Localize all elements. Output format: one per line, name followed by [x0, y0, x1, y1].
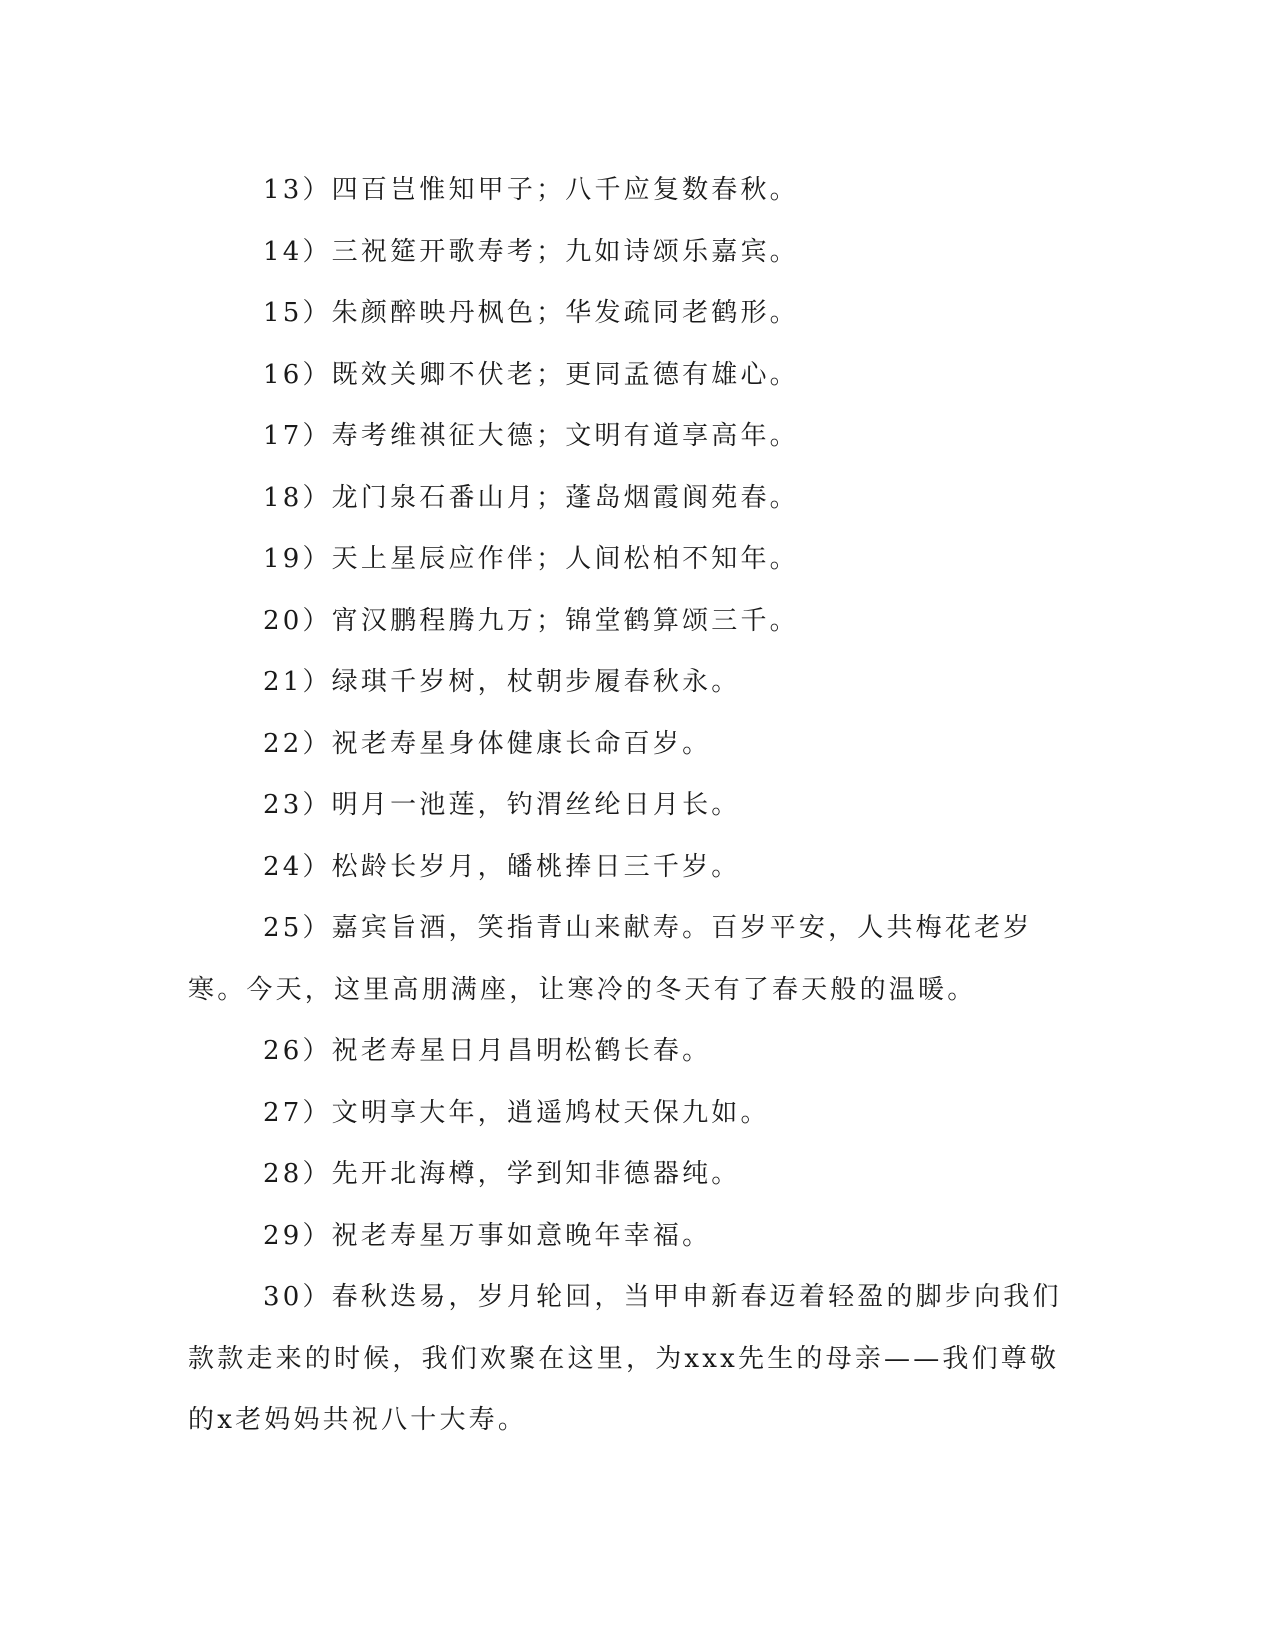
paragraph-23: 23）明月一池莲，钓渭丝纶日月长。: [263, 790, 741, 820]
paragraph-22: 22）祝老寿星身体健康长命百岁。: [263, 728, 712, 759]
paragraph-14: 14）三祝筵开歌寿考；九如诗颂乐嘉宾。: [263, 236, 799, 267]
paragraph-15: 15）朱颜醉映丹枫色；华发疏同老鹤形。: [263, 298, 799, 328]
paragraph-30: 30）春秋迭易，岁月轮回，当甲申新春迈着轻盈的脚步向我们款款走来的时候，我们欢聚在这里，为xxx先生的母亲——我们尊敬的x老妈妈共祝八十大寿。: [188, 1282, 1062, 1435]
paragraph-28: 28）先开北海樽，学到知非德器纯。: [263, 1159, 741, 1189]
document-body: [188, 160, 1078, 1452]
paragraph-17: 17）寿考维祺征大德；文明有道享高年。: [263, 421, 799, 451]
paragraph-24: 24）松龄长岁月，皤桃捧日三千岁。: [263, 851, 741, 882]
paragraph-19: 19）天上星辰应作伴；人间松柏不知年。: [263, 544, 799, 574]
paragraph-13: 13）四百岂惟知甲子；八千应复数春秋。: [263, 175, 799, 205]
paragraph-25: 25）嘉宾旨酒，笑指青山来献寿。百岁平安，人共梅花老岁寒。今天，这里高朋满座，让寒冷的冬天有了春天般的温暖。: [188, 913, 1033, 1005]
paragraph-18: 18）龙门泉石番山月；蓬岛烟霞阆苑春。: [263, 482, 799, 513]
paragraph-27: 27）文明享大年，逍遥鸠杖天保九如。: [263, 1097, 770, 1128]
paragraph-26: 26）祝老寿星日月昌明松鹤长春。: [263, 1036, 712, 1066]
paragraph-16: 16）既效关卿不伏老；更同孟德有雄心。: [263, 359, 799, 390]
paragraph-29: 29）祝老寿星万事如意晚年幸福。: [263, 1220, 712, 1251]
paragraph-21: 21）绿琪千岁树，杖朝步履春秋永。: [263, 667, 741, 697]
paragraph-20: 20）宵汉鹏程腾九万；锦堂鹤算颂三千。: [263, 605, 799, 636]
